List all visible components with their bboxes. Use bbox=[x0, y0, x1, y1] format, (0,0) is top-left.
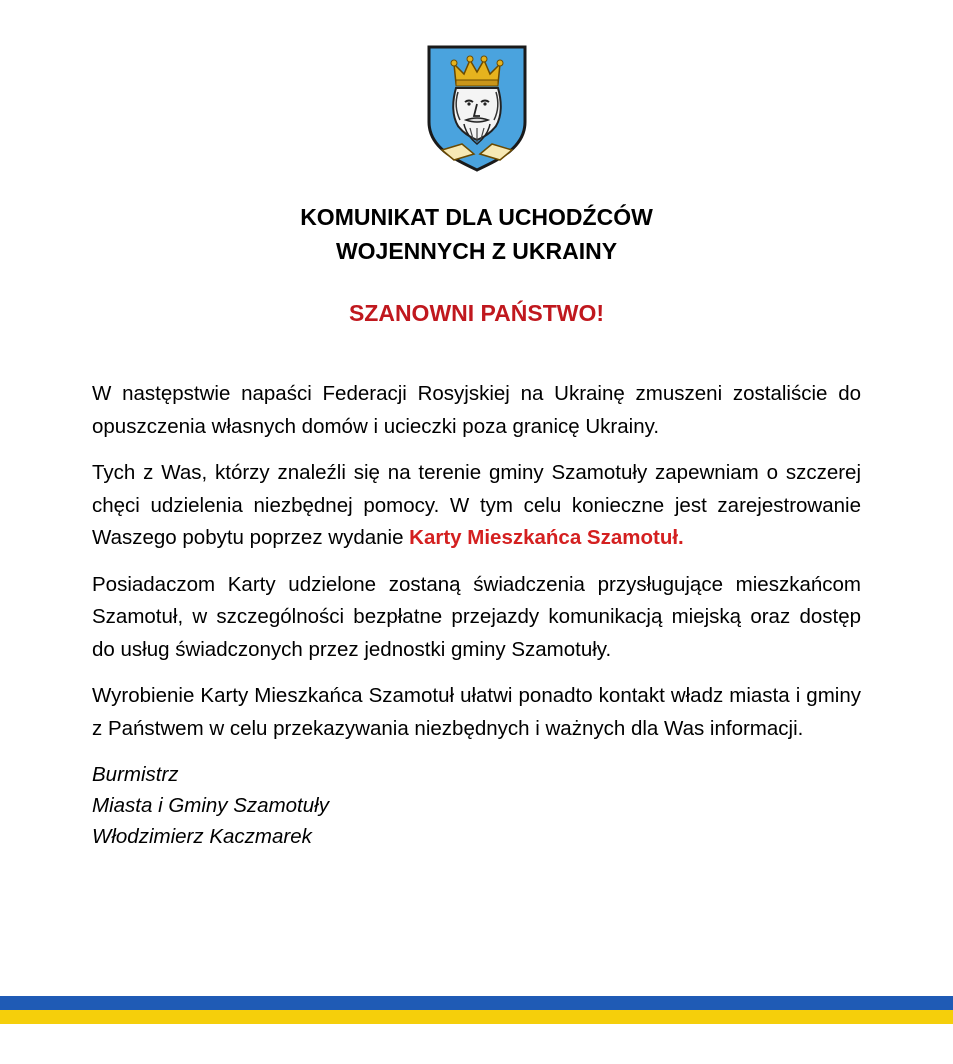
letter-body bbox=[92, 378, 861, 852]
signature-office: Miasta i Gminy Szamotuły bbox=[92, 794, 329, 817]
flag-stripe-yellow bbox=[0, 1010, 953, 1024]
paragraph-2-text: Tych z Was, którzy znaleźli się na terenie gminy Szamotuły zapewniam o szczerej chęci udzielenia niezbędnej pomocy. W tym celu konieczne jest zarejestrowanie Waszego pobytu poprzez wydanie bbox=[92, 461, 861, 549]
paragraph-2 bbox=[92, 457, 861, 555]
coat-of-arms-icon bbox=[426, 44, 528, 172]
resident-card-highlight: Karty Mieszkańca Szamotuł. bbox=[409, 526, 684, 549]
signature-name: Włodzimierz Kaczmarek bbox=[92, 825, 312, 848]
flag-stripe-blue bbox=[0, 996, 953, 1010]
signature-block bbox=[92, 759, 861, 852]
title-line-2: WOJENNYCH Z UKRAINY bbox=[335, 238, 618, 264]
paragraph-1: W następstwie napaści Federacji Rosyjskiej na Ukrainę zmuszeni zostaliście do opuszczenia własnych domów i ucieczki poza granicę Ukrainy. bbox=[92, 382, 861, 438]
greeting: SZANOWNI PAŃSTWO! bbox=[348, 300, 605, 326]
paragraph-3: Posiadaczom Karty udzielone zostaną świadczenia przysługujące mieszkańcom Szamotuł, w szczególności bezpłatne przejazdy komunikacją miejską oraz dostęp do usług świadczonych przez jednostki gminy Szamotuły. bbox=[92, 572, 861, 661]
signature-title: Burmistrz bbox=[92, 763, 179, 786]
paragraph-4: Wyrobienie Karty Mieszkańca Szamotuł ułatwi ponadto kontakt władz miasta i gminy z Państwem w celu przekazywania niezbędnych i ważnych dla Was informacji. bbox=[92, 684, 861, 740]
page-title bbox=[0, 200, 953, 268]
title-line-1: KOMUNIKAT DLA UCHODŹCÓW bbox=[300, 204, 653, 230]
